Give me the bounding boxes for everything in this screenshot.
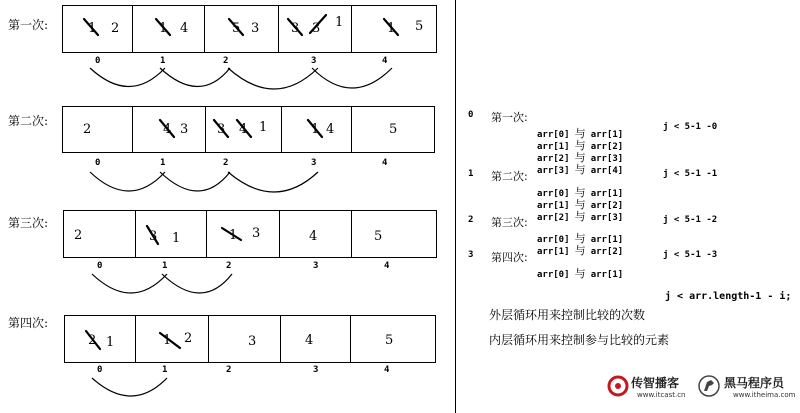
- cell-value: 5: [389, 122, 398, 137]
- strike-mark: [288, 19, 302, 35]
- index-label: 4: [384, 261, 390, 271]
- loop-formula: j < arr.length-1 - i;: [665, 291, 792, 302]
- index-label: 2: [226, 365, 232, 375]
- arc: [90, 172, 165, 191]
- itcast-logo-icon: [607, 375, 629, 397]
- index-label: 2: [223, 158, 229, 168]
- cell-value: 2: [111, 21, 120, 36]
- index-label: 1: [160, 56, 166, 66]
- arc: [228, 68, 318, 89]
- cell-value: 1: [172, 231, 181, 246]
- note-outer-loop: 外层循环用来控制比较的次数: [489, 308, 646, 322]
- arc: [90, 68, 165, 87]
- strike-mark: [308, 120, 322, 137]
- cell-value: 1: [106, 335, 115, 350]
- inner-condition: j < 5-1 -3: [663, 250, 718, 260]
- arc: [312, 68, 392, 88]
- index-label: 3: [311, 56, 317, 66]
- comparison-line: arr[0] 与 arr[1]: [537, 127, 624, 140]
- index-label: 1: [162, 365, 168, 375]
- outer-index: 3: [468, 250, 474, 260]
- index-label: 2: [226, 261, 232, 271]
- strike-mark: [229, 19, 243, 35]
- itcast-logo: [607, 372, 695, 402]
- strike-mark: [237, 120, 251, 137]
- pass-label-1: 第一次:: [8, 18, 49, 32]
- crossed-value: 1: [387, 21, 396, 36]
- cell-value: 4: [305, 333, 314, 348]
- pass-title: 第三次:: [491, 216, 528, 229]
- arcs: [90, 68, 392, 396]
- itheima-logo: [697, 372, 797, 402]
- comparison-line: arr[2] 与 arr[3]: [537, 151, 624, 164]
- comparison-line: arr[1] 与 arr[2]: [537, 139, 624, 152]
- crossed-value: 1: [163, 333, 172, 348]
- itcast-name: 传智播客: [631, 376, 680, 390]
- cell-value: 4: [326, 122, 335, 137]
- cell-value: 3: [248, 334, 257, 349]
- inner-condition: j < 5-1 -0: [663, 122, 718, 132]
- inner-condition: j < 5-1 -1: [663, 169, 718, 179]
- itcast-url: www.itcast.cn: [637, 391, 686, 399]
- inner-condition: j < 5-1 -2: [663, 215, 718, 225]
- cell-value: 4: [180, 21, 189, 36]
- comparison-line: arr[0] 与 arr[1]: [537, 267, 624, 280]
- index-label: 1: [160, 158, 166, 168]
- pass-title: 第四次:: [491, 251, 528, 264]
- strike-mark: [86, 331, 100, 349]
- arc: [162, 274, 232, 293]
- cell-value: 3: [251, 21, 260, 36]
- cell-value: 2: [74, 228, 83, 243]
- crossed-value: 1: [88, 21, 97, 36]
- index-label: 4: [382, 56, 388, 66]
- cell-value: 1: [259, 120, 268, 135]
- comparison-line: arr[0] 与 arr[1]: [537, 232, 624, 245]
- crossed-value: 5: [232, 21, 241, 36]
- crossed-value: 4: [239, 122, 248, 137]
- index-label: 0: [95, 158, 101, 168]
- index-label: 3: [311, 158, 317, 168]
- comparison-line: arr[1] 与 arr[2]: [537, 198, 624, 211]
- strike-mark: [160, 120, 174, 137]
- arc: [228, 172, 318, 192]
- strike-mark: [310, 15, 326, 33]
- index-label: 1: [162, 261, 168, 271]
- strike-mark: [160, 333, 180, 348]
- index-label: 4: [384, 365, 390, 375]
- arc: [160, 68, 230, 87]
- index-label: 3: [313, 261, 319, 271]
- pass-label-2: 第二次:: [8, 114, 49, 128]
- cell-value: 2: [83, 122, 92, 137]
- comparison-line: arr[1] 与 arr[2]: [537, 244, 624, 257]
- crossed-value: 1: [159, 21, 168, 36]
- arc: [92, 378, 167, 396]
- cell-value: 5: [385, 333, 394, 348]
- crossed-value: 1: [311, 122, 320, 137]
- note-inner-loop: 内层循环用来控制参与比较的元素: [489, 333, 670, 347]
- index-label: 3: [313, 365, 319, 375]
- itheima-url: www.itheima.com: [733, 391, 796, 399]
- cell-value: 4: [309, 229, 318, 244]
- index-label: 0: [97, 261, 103, 271]
- pass-title: 第二次:: [491, 170, 528, 183]
- crossed-value: 3: [217, 122, 226, 137]
- comparison-line: arr[2] 与 arr[3]: [537, 210, 624, 223]
- strike-mark: [214, 120, 228, 137]
- cell-value: 3: [180, 122, 189, 137]
- crossed-value: 4: [163, 122, 172, 137]
- arc: [92, 274, 167, 293]
- cell-value: 5: [374, 229, 383, 244]
- cell-value: 5: [415, 19, 424, 34]
- index-label: 2: [223, 56, 229, 66]
- outer-index: 1: [468, 169, 474, 179]
- comparison-line: arr[3] 与 arr[4]: [537, 163, 624, 176]
- arc: [160, 172, 230, 191]
- strike-mark: [156, 19, 170, 35]
- outer-index: 0: [468, 110, 474, 120]
- crossed-value: 3: [312, 21, 321, 36]
- vertical-divider: [455, 0, 456, 413]
- outer-index: 2: [468, 215, 474, 225]
- itheima-name: 黑马程序员: [724, 376, 785, 390]
- strike-mark: [84, 19, 98, 35]
- cell-value: 3: [252, 226, 261, 241]
- crossed-value: 3: [149, 229, 158, 244]
- horse-icon: [697, 374, 721, 398]
- strike-mark: [384, 19, 398, 35]
- crossed-value: 2: [88, 333, 97, 348]
- pass-label-4: 第四次:: [8, 316, 49, 330]
- crossed-value: 3: [291, 21, 300, 36]
- cell-value: 1: [335, 15, 344, 30]
- index-label: 0: [97, 365, 103, 375]
- crossed-value: 1: [229, 228, 238, 243]
- pass-title: 第一次:: [491, 111, 528, 124]
- index-label: 4: [382, 158, 388, 168]
- index-label: 0: [95, 56, 101, 66]
- strike-mark: [222, 228, 241, 240]
- comparison-line: arr[0] 与 arr[1]: [537, 186, 624, 199]
- pass-label-3: 第三次:: [8, 216, 49, 230]
- cell-value: 2: [184, 331, 193, 346]
- strike-mark: [147, 226, 158, 244]
